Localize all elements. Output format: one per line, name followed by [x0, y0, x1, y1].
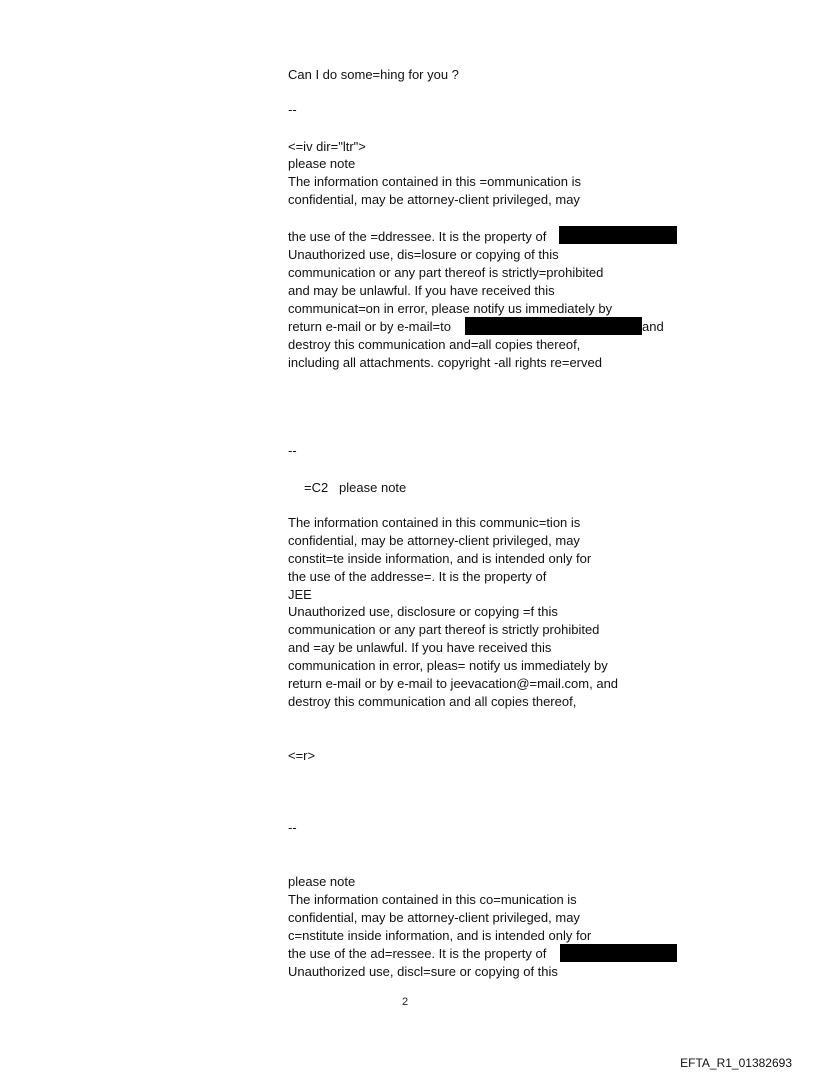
body-line: Unauthorized use, dis=losure or copying of this — [288, 247, 559, 262]
body-line: please note — [288, 156, 356, 171]
body-line: destroy this communication and all copies thereof, — [288, 694, 577, 709]
body-line: <=iv dir="ltr"> — [288, 139, 366, 154]
body-line: Unauthorized use, discl=sure or copying of this — [288, 964, 558, 979]
body-line: and =ay be unlawful. If you have received this — [288, 640, 552, 655]
body-line: =C2 please note — [304, 480, 407, 495]
body-line: including all attachments. copyright -all rights re=erved — [288, 355, 602, 370]
body-line: constit=te inside information, and is intended only for — [288, 551, 592, 566]
body-line: please note — [288, 874, 356, 889]
body-line: Can I do some=hing for you ? — [288, 67, 459, 82]
body-line: the use of the addresse=. It is the property of — [288, 569, 547, 584]
body-line: The information contained in this =ommunication is — [288, 174, 582, 189]
body-line: The information contained in this communic=tion is — [288, 515, 581, 530]
body-line: communicat=on in error, please notify us immediately by — [288, 301, 613, 316]
body-line: communication in error, pleas= notify us immediately by — [288, 658, 608, 673]
body-line-end: and — [642, 319, 664, 334]
body-line: return e-mail or by e-mail=to — [288, 319, 451, 334]
body-line: JEE — [288, 587, 312, 602]
separator-line: -- — [288, 102, 297, 117]
separator-line: -- — [288, 443, 297, 458]
redaction-box — [559, 226, 677, 244]
body-line: destroy this communication and=all copies thereof, — [288, 337, 581, 352]
body-line: return e-mail or by e-mail to jeevacation@=mail.com, and — [288, 676, 619, 691]
body-line: <=r> — [288, 748, 316, 763]
body-line: and may be unlawful. If you have received this — [288, 283, 555, 298]
body-line: confidential, may be attorney-client privileged, may — [288, 533, 580, 548]
body-line: c=nstitute inside information, and is intended only for — [288, 928, 592, 943]
body-line: communication or any part thereof is strictly prohibited — [288, 622, 600, 637]
body-line: the use of the ad=ressee. It is the property of — [288, 946, 547, 961]
document-id: EFTA_R1_01382693 — [680, 1056, 792, 1070]
separator-line: -- — [288, 820, 297, 835]
body-line: confidential, may be attorney-client privileged, may — [288, 910, 580, 925]
redaction-box — [465, 317, 642, 335]
redaction-box — [560, 944, 677, 962]
page-number: 2 — [402, 996, 409, 1008]
body-line: Unauthorized use, disclosure or copying =f this — [288, 604, 558, 619]
body-line: communication or any part thereof is strictly=prohibited — [288, 265, 604, 280]
body-line: The information contained in this co=munication is — [288, 892, 577, 907]
body-line: confidential, may be attorney-client privileged, may — [288, 192, 580, 207]
body-line: the use of the =ddressee. It is the property of — [288, 229, 547, 244]
